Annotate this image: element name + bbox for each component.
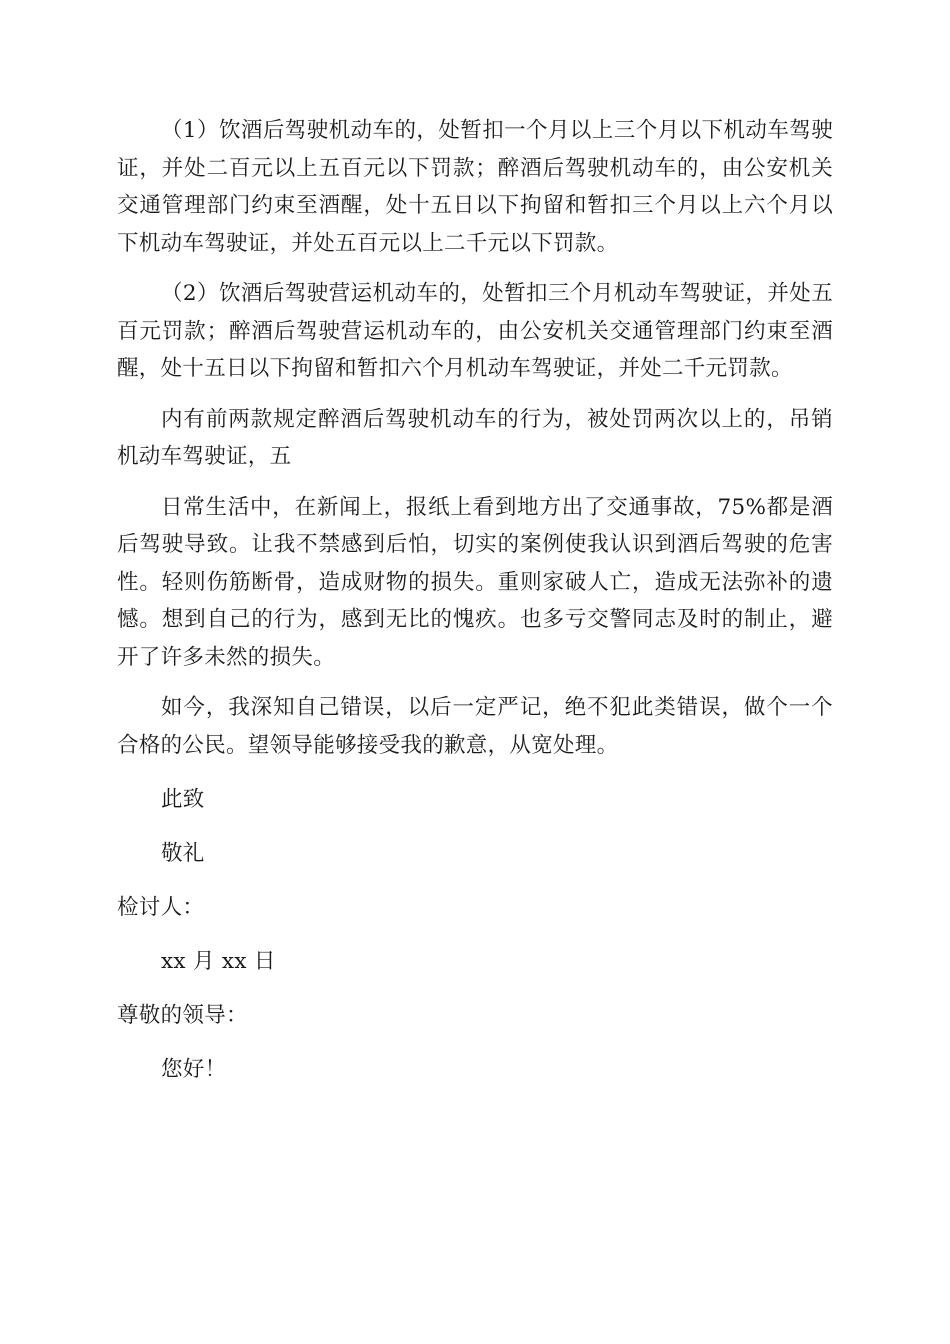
paragraph-penalty-2: （2）饮酒后驾驶营运机动车的，处暂扣三个月机动车驾驶证，并处五百元罚款；醉酒后驾驶营运机动车的，由公安机关交通管理部门约束至酒醒，处十五日以下拘留和暂扣六个月机动车驾驶证，并处二千元罚款。 [117, 281, 833, 381]
paragraph-penalty-1: （1）饮酒后驾驶机动车的，处暂扣一个月以上三个月以下机动车驾驶证，并处二百元以上五百元以下罚款；醉酒后驾驶机动车的，由公安机关交通管理部门约束至酒醒，处十五日以下拘留和暂扣三个月以上六个月以下机动车驾驶证，并处五百元以上二千元以下罚款。 [117, 118, 833, 256]
paragraph-resolution: 如今，我深知自己错误，以后一定严记，绝不犯此类错误，做个一个合格的公民。望领导能够接受我的歉意，从宽处理。 [117, 695, 833, 758]
closing-cizhi: 此致 [161, 786, 205, 812]
greeting: 您好！ [161, 1056, 227, 1082]
closing-jingli: 敬礼 [161, 840, 205, 866]
salutation: 尊敬的领导： [117, 1002, 248, 1028]
paragraph-reflection: 日常生活中，在新闻上，报纸上看到地方出了交通事故，75%都是酒后驾驶导致。让我不禁感到后怕，切实的案例使我认识到酒后驾驶的危害性。轻则伤筋断骨，造成财物的损失。重则家破人亡，造成无法弥补的遗憾。想到自己的行为，感到无比的愧疚。也多亏交警同志及时的制止，避开了许多未然的损失。 [117, 494, 833, 670]
date-line: xx 月 xx 日 [161, 948, 276, 974]
document-page [117, 112, 833, 1088]
paragraph-revocation: 内有前两款规定醉酒后驾驶机动车的行为，被处罚两次以上的，吊销机动车驾驶证，五 [117, 406, 833, 469]
author-label: 检讨人： [117, 894, 205, 920]
